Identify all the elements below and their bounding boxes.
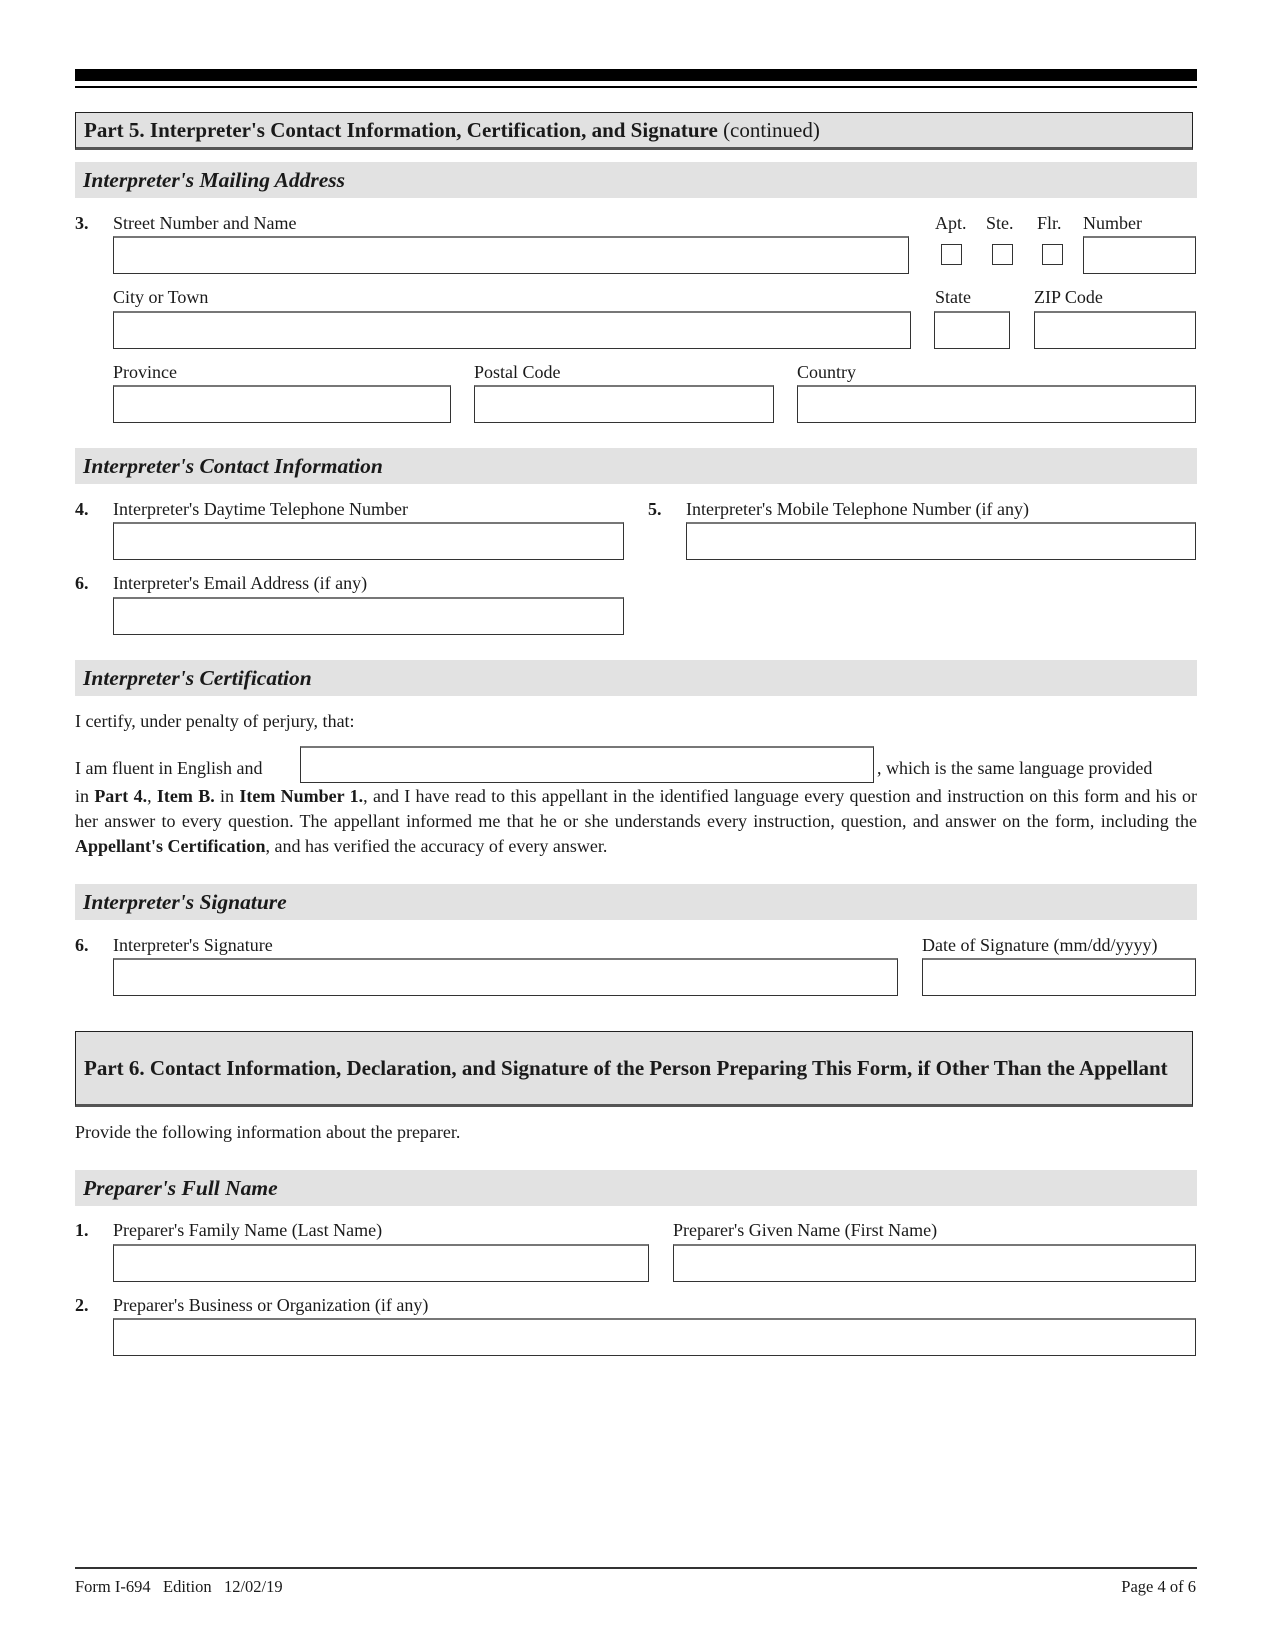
date-signature-label: Date of Signature (mm/dd/yyyy) — [922, 935, 1158, 955]
fluent-prefix: I am fluent in English and — [75, 758, 263, 778]
top-thin-rule — [75, 86, 1197, 88]
certification-paragraph — [75, 784, 1197, 859]
item-number-1: 1. — [75, 1220, 89, 1240]
business-label: Preparer's Business or Organization (if any) — [113, 1295, 429, 1315]
business-input[interactable] — [113, 1318, 1196, 1356]
part5-title: Part 5. Interpreter's Contact Information, Certification, and Signature — [84, 117, 718, 142]
ref-itemb: Item B. — [156, 786, 215, 806]
ste-checkbox[interactable] — [992, 244, 1013, 265]
given-name-input[interactable] — [673, 1244, 1196, 1282]
text: in — [214, 786, 240, 806]
text: in — [75, 786, 95, 806]
item-number-6: 6. — [75, 573, 89, 593]
part6-intro: Provide the following information about the preparer. — [75, 1122, 461, 1142]
signature-input[interactable] — [113, 958, 898, 996]
certification-heading: Interpreter's Certification — [75, 660, 1197, 696]
apt-label: Apt. — [935, 213, 967, 233]
apt-checkbox[interactable] — [941, 244, 962, 265]
ste-label: Ste. — [986, 213, 1014, 233]
footer-rule — [75, 1567, 1197, 1569]
street-input[interactable] — [113, 236, 909, 274]
daytime-phone-label: Interpreter's Daytime Telephone Number — [113, 499, 409, 519]
flr-label: Flr. — [1037, 213, 1062, 233]
country-input[interactable] — [797, 385, 1196, 423]
text: , and has verified the accuracy of every answer. — [265, 836, 608, 856]
city-input[interactable] — [113, 311, 911, 349]
mailing-address-heading: Interpreter's Mailing Address — [75, 162, 1197, 198]
text: , — [147, 786, 157, 806]
country-label: Country — [797, 362, 857, 382]
item-number-6-signature: 6. — [75, 935, 89, 955]
given-name-label: Preparer's Given Name (First Name) — [673, 1220, 938, 1240]
certification-intro: I certify, under penalty of perjury, that: — [75, 711, 355, 731]
part5-header — [75, 112, 1193, 150]
footer-page-number: Page 4 of 6 — [1121, 1577, 1196, 1596]
province-input[interactable] — [113, 385, 451, 423]
top-thick-rule — [75, 69, 1197, 81]
zip-input[interactable] — [1034, 311, 1196, 349]
ref-appellant-certification: Appellant's Certification — [75, 836, 266, 856]
daytime-phone-input[interactable] — [113, 522, 624, 560]
part5-continued: (continued) — [717, 117, 820, 142]
item-number-5: 5. — [648, 499, 662, 519]
number-input[interactable] — [1083, 236, 1196, 274]
fluent-suffix: , which is the same language provided — [877, 758, 1153, 778]
item-number-3: 3. — [75, 213, 89, 233]
language-input[interactable] — [300, 746, 874, 783]
ref-item-number: Item Number 1. — [239, 786, 364, 806]
email-input[interactable] — [113, 597, 624, 635]
flr-checkbox[interactable] — [1042, 244, 1063, 265]
footer-form-id: Form I-694 Edition 12/02/19 — [75, 1577, 283, 1596]
part6-title: Part 6. Contact Information, Declaration, and Signature of the Person Preparing This Form, if Other Than the Appellant — [84, 1056, 1168, 1080]
signature-heading: Interpreter's Signature — [75, 884, 1197, 920]
mobile-phone-input[interactable] — [686, 522, 1196, 560]
item-number-4: 4. — [75, 499, 89, 519]
item-number-2: 2. — [75, 1295, 89, 1315]
ref-part4: Part 4. — [94, 786, 148, 806]
text: , and I have read to this appellant in the identified language every question and instruction on this form and his or her answer to every question. The appellant informed me that he or she understands every instruction, question, and answer on the form, including the — [75, 786, 1197, 831]
contact-info-heading: Interpreter's Contact Information — [75, 448, 1197, 484]
street-label: Street Number and Name — [113, 213, 297, 233]
family-name-input[interactable] — [113, 1244, 649, 1282]
signature-label: Interpreter's Signature — [113, 935, 273, 955]
email-label: Interpreter's Email Address (if any) — [113, 573, 368, 593]
city-label: City or Town — [113, 287, 209, 307]
preparer-name-heading: Preparer's Full Name — [75, 1170, 1197, 1206]
state-label: State — [935, 287, 971, 307]
number-label: Number — [1083, 213, 1142, 233]
date-signature-input[interactable] — [922, 958, 1196, 996]
family-name-label: Preparer's Family Name (Last Name) — [113, 1220, 383, 1240]
postal-code-input[interactable] — [474, 385, 774, 423]
zip-label: ZIP Code — [1034, 287, 1103, 307]
state-input[interactable] — [934, 311, 1010, 349]
mobile-phone-label: Interpreter's Mobile Telephone Number (if any) — [686, 499, 1030, 519]
postal-label: Postal Code — [474, 362, 561, 382]
part6-header — [75, 1031, 1193, 1107]
province-label: Province — [113, 362, 177, 382]
